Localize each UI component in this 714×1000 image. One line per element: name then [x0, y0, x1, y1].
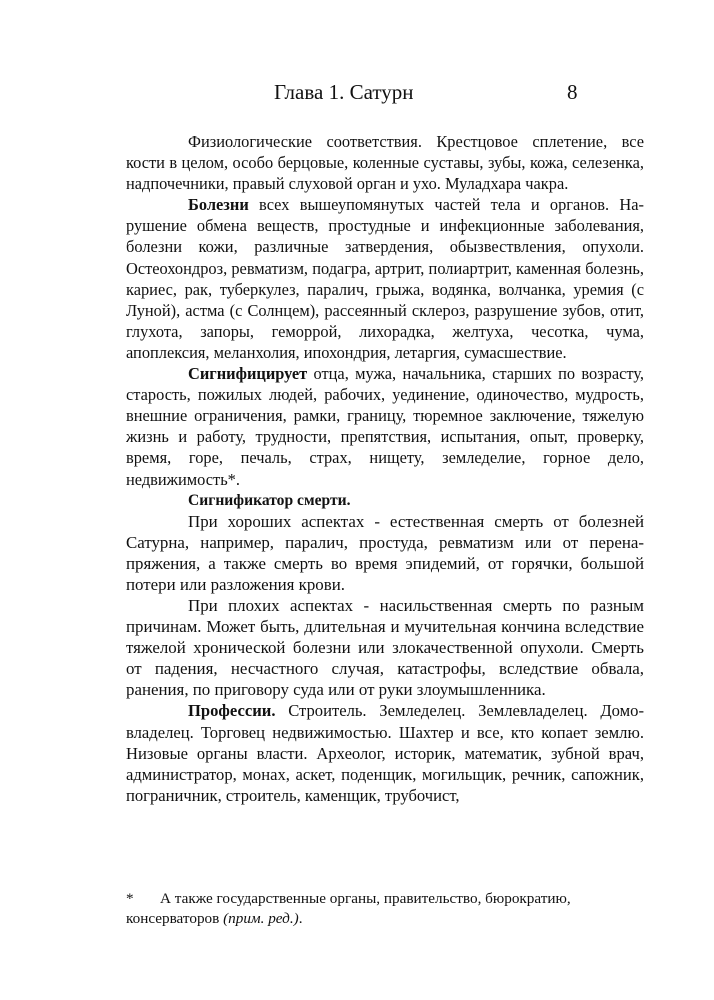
diseases-text: всех вышеупомянутых частей тела и органов. Нарушение обмена веществ, простудные и инфекционные заболевания, болезни кожи, различные затвердения, обызвествления, опухоли. Остеохондроз, ревматизм, подагра, артрит, полиартрит, каменная болезнь, кариес, рак, туберкулез, паралич, грыжа, водянка, волчанка, уремия (с Луной), астма (с Солнцем), рассеянный склероз, разрушение зубов, отит, глухота, запоры, геморрой, лихорадка, желтуха, чесотка, чума, апоплексия, меланхолия, ипохондрия, летаргия, сумасшествие. [126, 195, 644, 362]
main-text [126, 131, 644, 806]
footnote-line-1 [126, 889, 646, 909]
diseases-lead: Болезни [188, 195, 249, 215]
paragraph-diseases [126, 194, 644, 363]
paragraph-signifies [126, 363, 644, 490]
death-heading: Сигнификатор смерти. [188, 491, 351, 509]
signifies-text: отца, мужа, начальника, старших по возрасту, старость, пожилых людей, рабочих, уединение, одиночество, мудрость, внешние ограничения, рамки, границу, тюремное заключение, тяжелую жизнь и работу, трудности, препятствия, испытания, опыт, проверку, время, горе, печаль, страх, нищету, земледелие, горное дело, недвижимость*. [126, 364, 644, 489]
chapter-title: Глава 1. Сатурн [274, 80, 414, 104]
professions-text: Строитель. Земледелец. Землевладелец. Домовладелец. Торговец недвижимостью. Шахтер и все, кто копает землю. Низовые органы власти. Археолог, историк, математик, зубной врач, администратор, монах, аскет, поденщик, могильщик, речник, сапожник, пограничник, строитель, каменщик, трубочист, [126, 701, 644, 805]
running-header [0, 78, 714, 108]
paragraph-professions [126, 700, 644, 805]
footnote-text: А также государственные органы, правительство, бюрократию, [160, 890, 571, 907]
professions-lead: Профессии. [188, 701, 276, 721]
paragraph-death-good: При хороших аспектах - естественная смерть от болезней Сатурна, например, паралич, простуда, ревматизм или от перенапряжения, а также смерть во время эпидемий, от горячки, большой потери или разложения крови. [126, 511, 644, 594]
footnote-end: . [298, 910, 303, 927]
paragraph-death-bad: При плохих аспектах - насильственная смерть по разным причинам. Может быть, длительная и мучительная кончина вследствие тяжелой хронической болезни или злокачественной опухоли. Смерть от падения, несчастного случая, катастрофы, вследствие обвала, ранения, по приговору суда или от руки злоумышленника. [126, 595, 644, 700]
page-number: 8 [567, 80, 578, 104]
footnote-text-2: консерваторов [126, 910, 224, 927]
footnote-mark: * [126, 890, 134, 907]
footnote-line-2 [126, 909, 646, 929]
paragraph-physiology: Физиологические соответствия. Крестцовое сплетение, все кости в целом, особо берцовые, коленные суставы, зубы, кожа, селезенка, надпочечники, правый слуховой орган и ухо. Муладхара чакра. [126, 132, 644, 194]
editor-note: (прим. ред.) [223, 910, 299, 927]
signifies-lead: Сигнифицирует [188, 364, 308, 384]
footnote [126, 889, 646, 929]
